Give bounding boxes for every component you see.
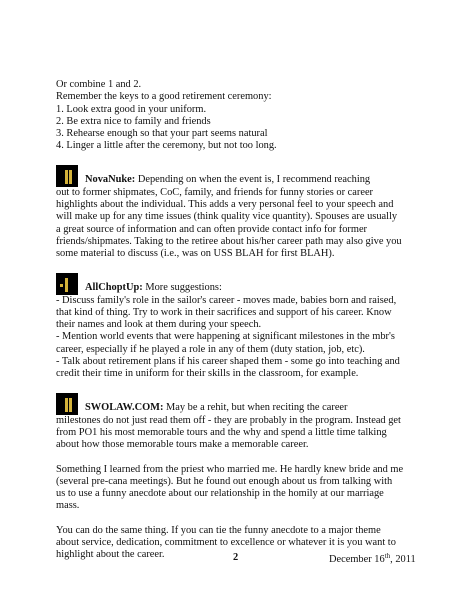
post-header [56,393,428,415]
date-year: , 2011 [390,554,416,565]
post-line: out to former shipmates, CoC, family, and friends for funny stories or career [56,186,374,198]
rank-insignia-icon [56,393,78,415]
intro-line: 4. Linger a little after the ceremony, but not too long. [56,140,277,152]
paragraph [56,464,428,513]
post-author: NovaNuke: [85,174,136,186]
post-line: about how those memorable tours make a memorable career. [56,439,309,451]
post-line: friends/shipmates. Taking to the retiree about his/her career path may also give you [56,235,402,247]
paragraph-line: Something I learned from the priest who married me. He hardly knew bride and me [56,463,404,475]
post-line: their names and look at them during your speech. [56,319,262,331]
post-line: some material to discuss (i.e., was on USS BLAH for first BLAH). [56,248,335,260]
post-line: milestones do not just read them off - they are probably in the program. Instead get [56,414,401,426]
document-body [56,79,428,562]
post-author: SWOLAW.COM: [85,402,164,414]
page-number: 2 [233,552,239,563]
post-line: a great source of information and can often provide contact info for former [56,223,368,235]
footer-date [329,552,416,565]
post-header [56,165,428,187]
post-first-line [85,402,348,414]
intro-line: 1. Look extra good in your uniform. [56,103,207,115]
paragraph-line: (several pre-cana meetings). But he found out enough about us from talking with [56,475,393,487]
post-line: from PO1 his most memorable tours and the why and spend a little time talking [56,426,387,438]
post-text: Depending on when the event is, I recommend reaching [137,174,371,186]
post-first-line [85,282,222,294]
paragraph-line: about service, dedication, commitment to excellence or whatever it is you want to [56,537,396,549]
post-header [56,273,428,295]
post-line: career, especially if he played a role in any of them (duty station, job, etc). [56,343,365,355]
post-line: highlights about the individual. This adds a very personal feel to your speech and [56,199,394,211]
post-first-line [85,174,370,186]
intro-line: Remember the keys to a good retirement ceremony: [56,91,272,103]
rank-insignia-icon [56,273,78,295]
page-footer [0,552,474,566]
post-line: - Talk about retirement plans if his career shaped them - some go into teaching and [56,356,400,368]
post-line: that kind of thing. Try to work in their sacrifices and support of his career. Know [56,306,392,318]
post-text: More suggestions: [145,282,222,294]
forum-post [56,273,428,381]
post-line: - Mention world events that were happening at significant milestones in the mbr's [56,331,395,343]
paragraph-line: us to use a funny anecdote about our relationship in the homily at our marriage [56,488,384,500]
intro-line: 3. Rehearse enough so that your part seems natural [56,128,268,140]
intro-section [56,79,428,153]
intro-line: Or combine 1 and 2. [56,79,142,90]
post-line: will make up for any time issues (think quality vice quantity). Spouses are usually [56,211,398,223]
post-line: credit their time in uniform for their skills in the classroom, for example. [56,368,359,380]
date-suffix: th [384,552,391,560]
paragraph-line: mass. [56,500,80,512]
post-line: - Discuss family's role in the sailor's career - moves made, babies born and raised, [56,294,397,306]
forum-post [56,393,428,452]
paragraph-line: You can do the same thing. If you can tie the funny anecdote to a major theme [56,524,381,536]
paragraph-line: highlight about the career. [56,549,165,561]
post-text: May be a rehit, but when reciting the career [166,402,348,414]
post-author: AllChoptUp: [85,282,143,294]
forum-post [56,165,428,261]
rank-insignia-icon [56,165,78,187]
date-month-day: December 16 [329,554,385,565]
intro-line: 2. Be extra nice to family and friends [56,115,211,127]
